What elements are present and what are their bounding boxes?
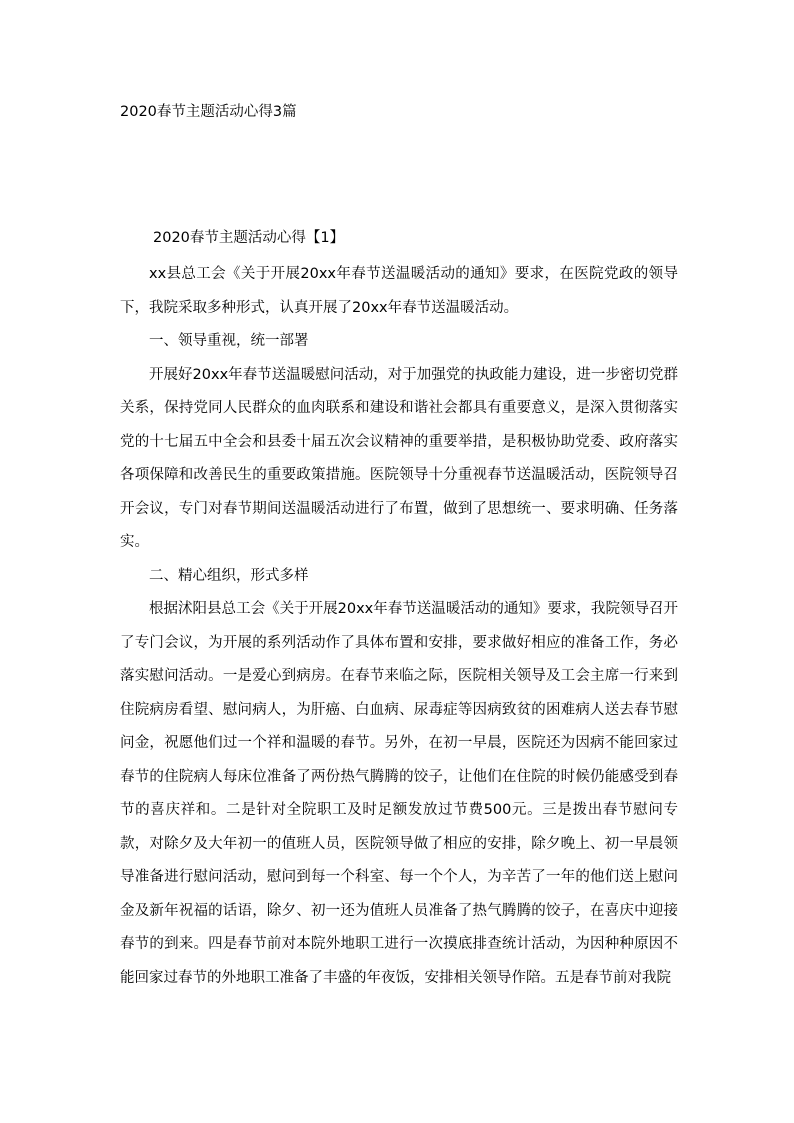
section-heading: 2020春节主题活动心得【1】 <box>153 230 345 246</box>
subheading-organization: 二、精心组织，形式多样 <box>149 567 309 584</box>
subheading-leadership: 一、领导重视，统一部署 <box>149 333 309 349</box>
document-body <box>120 258 678 995</box>
document-title: 2020春节主题活动心得3篇 <box>120 104 297 120</box>
intro-paragraph: xx县总工会《关于开展20xx年春节送温暖活动的通知》要求，在医院党政的领导下，我院采取多种形式，认真开展了20xx年春节送温暖活动。 <box>120 266 678 316</box>
organization-paragraph: 根据沭阳县总工会《关于开展20xx年春节送温暖活动的通知》要求，我院领导召开了专门会议，为开展的系列活动作了具体布置和安排，要求做好相应的准备工作，务必落实慰问活动。一是爱心到病房。在春节来临之际，医院相关领导及工会主席一行来到住院病房看望、慰问病人，为肝癌、白血病、尿毒症等因病致贫的困难病人送去春节慰问金，祝愿他们过一个祥和温暖的春节。另外，在初一早晨，医院还为因病不能回家过春节的住院病人每床位准备了两份热气腾腾的饺子，让他们在住院的时候仍能感受到春节的喜庆祥和。二是针对全院职工及时足额发放过节费500元。三是拨出春节慰问专款，对除夕及大年初一的值班人员，医院领导做了相应的安排，除夕晚上、初一早晨领导准备进行慰问活动，慰问到每一个科室、每一个个人，为辛苦了一年的他们送上慰问金及新年祝福的话语，除夕、初一还为值班人员准备了热气腾腾的饺子，在喜庆中迎接春节的到来。四是春节前对本院外地职工进行一次摸底排查统计活动，为因种种原因不能回家过春节的外地职工准备了丰盛的年夜饭，安排相关领导作陪。五是春节前对我院 <box>120 601 678 986</box>
leadership-paragraph: 开展好20xx年春节送温暖慰问活动，对于加强党的执政能力建设，进一步密切党群关系，保持党同人民群众的血肉联系和建设和谐社会都具有重要意义，是深入贯彻落实党的十七届五中全会和县委十届五次会议精神的重要举措，是积极协助党委、政府落实各项保障和改善民生的重要政策措施。医院领导十分重视春节送温暖活动，医院领导召开会议，专门对春节期间送温暖活动进行了布置，做到了思想统一、要求明确、任务落实。 <box>120 366 678 550</box>
